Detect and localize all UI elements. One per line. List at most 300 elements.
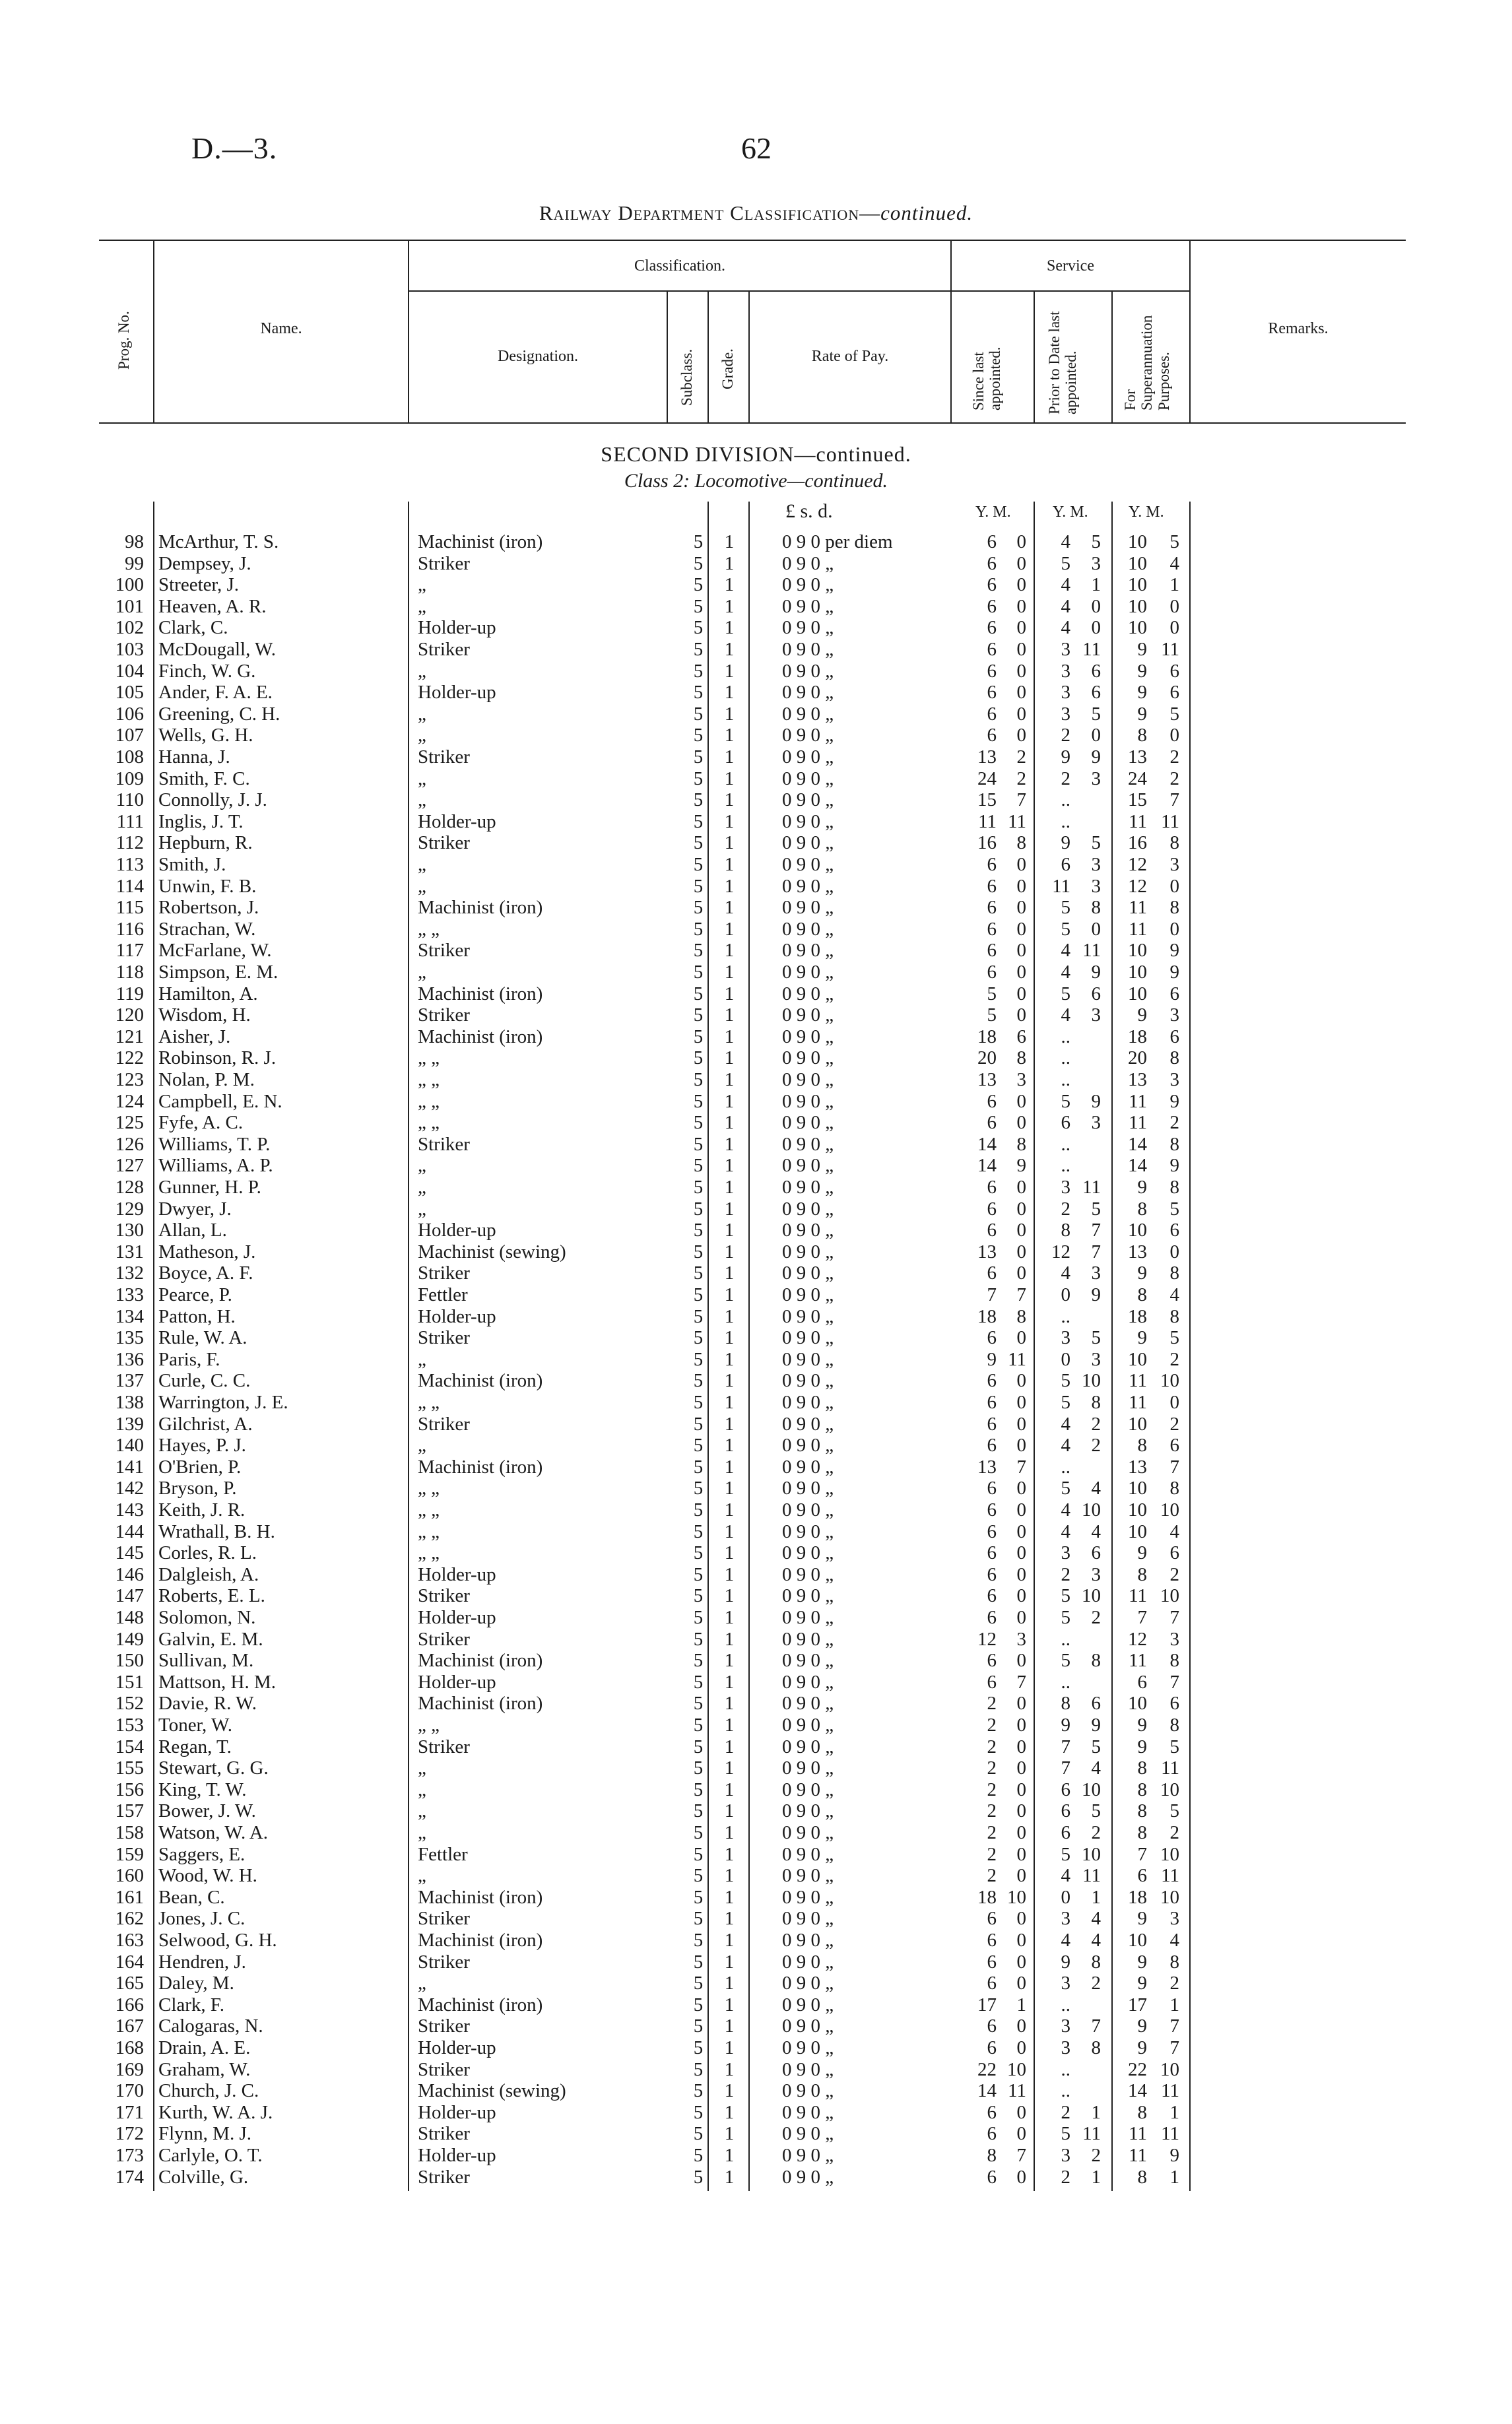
col-rule-7 bbox=[1034, 290, 1035, 424]
super-months-cell: 5 bbox=[1169, 531, 1179, 552]
designation-cell: Striker bbox=[418, 940, 470, 962]
prior-months-cell: 1 bbox=[1091, 2166, 1101, 2188]
prog-no-cell: 169 bbox=[115, 2058, 144, 2080]
designation-cell: „ „ bbox=[418, 1542, 440, 1564]
name-cell: Roberts, E. L. bbox=[158, 1585, 265, 1607]
grade-cell: 1 bbox=[724, 552, 735, 574]
super-months-cell: 9 bbox=[1169, 962, 1179, 983]
prior-years-cell: 6 bbox=[1061, 854, 1070, 875]
prior-months-cell: 4 bbox=[1091, 1908, 1101, 1930]
prior-years-cell: 3 bbox=[1061, 1542, 1070, 1564]
table-row bbox=[0, 1973, 1512, 1994]
prior-years-cell: 4 bbox=[1061, 617, 1070, 639]
prior-years-cell: 2 bbox=[1061, 1563, 1070, 1585]
subclass-cell: 5 bbox=[693, 940, 704, 962]
since-months-cell: 0 bbox=[1016, 1327, 1026, 1349]
super-months-cell: 6 bbox=[1169, 983, 1179, 1004]
designation-cell: Striker bbox=[418, 1908, 470, 1930]
super-months-cell: 10 bbox=[1160, 1843, 1179, 1865]
super-months-cell: 0 bbox=[1169, 595, 1179, 617]
since-months-cell: 0 bbox=[1016, 531, 1026, 552]
since-months-cell: 0 bbox=[1016, 2123, 1026, 2145]
designation-cell: Striker bbox=[418, 746, 470, 768]
super-months-cell: 5 bbox=[1169, 1198, 1179, 1220]
table-row bbox=[0, 897, 1512, 919]
table-row bbox=[0, 1629, 1512, 1651]
prior-months-cell: 8 bbox=[1091, 1650, 1101, 1672]
super-months-cell: 3 bbox=[1169, 1628, 1179, 1650]
super-months-cell: 7 bbox=[1169, 1671, 1179, 1693]
super-years-cell: 9 bbox=[1137, 1327, 1147, 1349]
prog-no-cell: 153 bbox=[115, 1715, 144, 1736]
since-years-cell: 6 bbox=[987, 962, 997, 983]
prior-months-cell: 9 bbox=[1091, 1090, 1101, 1112]
prog-no-cell: 156 bbox=[115, 1779, 144, 1800]
since-years-cell: 6 bbox=[987, 1585, 997, 1607]
prior-months-cell: 3 bbox=[1091, 1262, 1101, 1284]
since-years-cell: 6 bbox=[987, 1262, 997, 1284]
since-months-cell: 0 bbox=[1016, 1973, 1026, 1994]
grade-cell: 1 bbox=[724, 1994, 735, 2015]
designation-cell: Holder-up bbox=[418, 1671, 496, 1693]
prior-months-cell: 11 bbox=[1082, 1177, 1101, 1198]
prior-years-cell: 5 bbox=[1061, 2123, 1070, 2145]
super-months-cell: 8 bbox=[1169, 1305, 1179, 1327]
table-row bbox=[0, 1865, 1512, 1887]
prior-years-cell: 4 bbox=[1061, 1413, 1070, 1435]
table-row bbox=[0, 1779, 1512, 1801]
since-years-cell: 13 bbox=[977, 746, 997, 768]
header-prior-to-date-text: Prior to Date last appointed. bbox=[1046, 311, 1080, 414]
prior-years-cell: .. bbox=[1061, 1069, 1070, 1090]
prior-months-cell: 0 bbox=[1091, 617, 1101, 639]
table-row bbox=[0, 725, 1512, 746]
table-row bbox=[0, 768, 1512, 790]
name-cell: Hayes, P. J. bbox=[158, 1435, 246, 1457]
designation-cell: „ bbox=[418, 595, 426, 617]
rate-of-pay-cell: 0 9 0 „ bbox=[782, 2058, 834, 2080]
designation-cell: „ bbox=[418, 789, 426, 811]
grade-cell: 1 bbox=[724, 1413, 735, 1435]
prog-no-cell: 127 bbox=[115, 1155, 144, 1177]
prior-months-cell: 4 bbox=[1091, 1757, 1101, 1779]
prior-years-cell: 5 bbox=[1061, 897, 1070, 919]
since-years-cell: 6 bbox=[987, 918, 997, 940]
name-cell: Graham, W. bbox=[158, 2058, 251, 2080]
since-years-cell: 6 bbox=[987, 2101, 997, 2123]
rate-of-pay-cell: 0 9 0 „ bbox=[782, 1327, 834, 1349]
header-superannuation-text: For Superannuation Purposes. bbox=[1122, 315, 1172, 410]
super-years-cell: 9 bbox=[1137, 1908, 1147, 1930]
grade-cell: 1 bbox=[724, 789, 735, 811]
since-years-cell: 6 bbox=[987, 2123, 997, 2145]
super-years-cell: 6 bbox=[1137, 1865, 1147, 1887]
super-months-cell: 4 bbox=[1169, 1284, 1179, 1305]
prior-years-cell: 5 bbox=[1061, 918, 1070, 940]
grade-cell: 1 bbox=[724, 1715, 735, 1736]
since-years-cell: 6 bbox=[987, 1930, 997, 1951]
prior-years-cell: 4 bbox=[1061, 1435, 1070, 1457]
table-row bbox=[0, 2059, 1512, 2081]
prior-years-cell: 2 bbox=[1061, 768, 1070, 789]
subclass-cell: 5 bbox=[693, 1026, 704, 1047]
prior-months-cell: 5 bbox=[1091, 832, 1101, 854]
prior-months-cell: 5 bbox=[1091, 531, 1101, 552]
prog-no-cell: 101 bbox=[115, 595, 144, 617]
since-months-cell: 7 bbox=[1016, 2145, 1026, 2166]
since-months-cell: 1 bbox=[1016, 1994, 1026, 2015]
designation-cell: Holder-up bbox=[418, 1563, 496, 1585]
super-months-cell: 7 bbox=[1169, 2015, 1179, 2037]
prior-months-cell: 8 bbox=[1091, 1392, 1101, 1413]
table-row bbox=[0, 789, 1512, 811]
prior-months-cell: 5 bbox=[1091, 1198, 1101, 1220]
subclass-cell: 5 bbox=[693, 1478, 704, 1499]
prior-months-cell: 4 bbox=[1091, 1930, 1101, 1951]
name-cell: Hamilton, A. bbox=[158, 983, 258, 1004]
name-cell: Keith, J. R. bbox=[158, 1499, 246, 1521]
table-row bbox=[0, 1392, 1512, 1414]
subclass-cell: 5 bbox=[693, 682, 704, 704]
prog-no-cell: 128 bbox=[115, 1177, 144, 1198]
table-row bbox=[0, 811, 1512, 833]
super-years-cell: 10 bbox=[1128, 1220, 1147, 1241]
since-months-cell: 0 bbox=[1016, 1521, 1026, 1542]
table-row bbox=[0, 1478, 1512, 1499]
prog-no-cell: 138 bbox=[115, 1392, 144, 1413]
subclass-cell: 5 bbox=[693, 918, 704, 940]
since-months-cell: 0 bbox=[1016, 1822, 1026, 1843]
prior-years-cell: 8 bbox=[1061, 1220, 1070, 1241]
name-cell: O'Brien, P. bbox=[158, 1456, 242, 1478]
designation-cell: Machinist (iron) bbox=[418, 1650, 543, 1672]
since-years-cell: 13 bbox=[977, 1456, 997, 1478]
designation-cell: „ „ bbox=[418, 1499, 440, 1521]
subclass-cell: 5 bbox=[693, 1370, 704, 1392]
since-months-cell: 0 bbox=[1016, 639, 1026, 660]
subclass-cell: 5 bbox=[693, 1607, 704, 1628]
super-years-cell: 10 bbox=[1128, 1348, 1147, 1370]
prior-years-cell: .. bbox=[1061, 1456, 1070, 1478]
designation-cell: „ bbox=[418, 1800, 426, 1822]
prior-units: Y. M. bbox=[1053, 504, 1088, 521]
grade-cell: 1 bbox=[724, 1865, 735, 1887]
designation-cell: Striker bbox=[418, 2015, 470, 2037]
designation-cell: „ bbox=[418, 703, 426, 725]
subclass-cell: 5 bbox=[693, 617, 704, 639]
super-years-cell: 9 bbox=[1137, 703, 1147, 725]
subclass-cell: 5 bbox=[693, 1843, 704, 1865]
prior-years-cell: 5 bbox=[1061, 1090, 1070, 1112]
since-months-cell: 0 bbox=[1016, 1930, 1026, 1951]
super-years-cell: 12 bbox=[1128, 875, 1147, 897]
name-cell: Kurth, W. A. J. bbox=[158, 2101, 273, 2123]
super-months-cell: 11 bbox=[1161, 810, 1179, 832]
prior-months-cell: 3 bbox=[1091, 1004, 1101, 1026]
prog-no-cell: 112 bbox=[115, 832, 144, 854]
grade-cell: 1 bbox=[724, 1348, 735, 1370]
super-months-cell: 4 bbox=[1169, 552, 1179, 574]
prior-months-cell: 1 bbox=[1091, 574, 1101, 596]
super-years-cell: 8 bbox=[1137, 1822, 1147, 1843]
prior-months-cell: 3 bbox=[1091, 768, 1101, 789]
prog-no-cell: 149 bbox=[115, 1628, 144, 1650]
prior-months-cell: 10 bbox=[1082, 1585, 1101, 1607]
rate-of-pay-cell: 0 9 0 „ bbox=[782, 1348, 834, 1370]
name-cell: McFarlane, W. bbox=[158, 940, 272, 962]
super-months-cell: 3 bbox=[1169, 1069, 1179, 1090]
name-cell: Warrington, J. E. bbox=[158, 1392, 288, 1413]
table-row bbox=[0, 1327, 1512, 1349]
table-row bbox=[0, 1004, 1512, 1026]
designation-cell: Holder-up bbox=[418, 2101, 496, 2123]
rate-of-pay-cell: 0 9 0 „ bbox=[782, 1650, 834, 1672]
prog-no-cell: 170 bbox=[115, 2080, 144, 2102]
prior-years-cell: 8 bbox=[1061, 1693, 1070, 1715]
header-name: Name. bbox=[260, 320, 302, 337]
name-cell: Wisdom, H. bbox=[158, 1004, 251, 1026]
prior-years-cell: 12 bbox=[1051, 1241, 1070, 1262]
super-months-cell: 1 bbox=[1169, 574, 1179, 596]
super-months-cell: 1 bbox=[1169, 2101, 1179, 2123]
header-subclass: Subclass. bbox=[678, 348, 695, 406]
subclass-cell: 5 bbox=[693, 897, 704, 919]
since-years-cell: 6 bbox=[987, 574, 997, 596]
prog-no-cell: 143 bbox=[115, 1499, 144, 1521]
grade-cell: 1 bbox=[724, 2123, 735, 2145]
col-rule-4 bbox=[707, 290, 709, 424]
prior-months-cell: 5 bbox=[1091, 1800, 1101, 1822]
super-years-cell: 11 bbox=[1129, 1370, 1147, 1392]
name-cell: Smith, J. bbox=[158, 854, 226, 875]
prior-years-cell: 3 bbox=[1061, 639, 1070, 660]
since-years-cell: 6 bbox=[987, 1973, 997, 1994]
prior-months-cell: 4 bbox=[1091, 1478, 1101, 1499]
prior-months-cell: 3 bbox=[1091, 552, 1101, 574]
table-row bbox=[0, 1822, 1512, 1844]
super-years-cell: 11 bbox=[1129, 1650, 1147, 1672]
name-cell: Wood, W. H. bbox=[158, 1865, 257, 1887]
since-months-cell: 2 bbox=[1016, 746, 1026, 768]
super-years-cell: 14 bbox=[1128, 1133, 1147, 1155]
name-cell: Hepburn, R. bbox=[158, 832, 253, 854]
prog-no-cell: 117 bbox=[115, 940, 144, 962]
super-months-cell: 10 bbox=[1160, 1370, 1179, 1392]
super-months-cell: 0 bbox=[1169, 725, 1179, 746]
super-months-cell: 2 bbox=[1169, 1563, 1179, 1585]
since-months-cell: 0 bbox=[1016, 1370, 1026, 1392]
since-months-cell: 0 bbox=[1016, 940, 1026, 962]
prior-months-cell: 10 bbox=[1082, 1499, 1101, 1521]
prog-no-cell: 124 bbox=[115, 1090, 144, 1112]
table-row bbox=[0, 1887, 1512, 1909]
rate-of-pay-cell: 0 9 0 „ bbox=[782, 703, 834, 725]
name-cell: Gunner, H. P. bbox=[158, 1177, 261, 1198]
name-cell: Williams, T. P. bbox=[158, 1133, 271, 1155]
header-prog-no: Prog. No. bbox=[115, 311, 132, 370]
super-years-cell: 10 bbox=[1128, 531, 1147, 552]
name-cell: Patton, H. bbox=[158, 1305, 236, 1327]
name-cell: Greening, C. H. bbox=[158, 703, 280, 725]
grade-cell: 1 bbox=[724, 1155, 735, 1177]
subclass-cell: 5 bbox=[693, 1715, 704, 1736]
since-years-cell: 6 bbox=[987, 940, 997, 962]
grade-cell: 1 bbox=[724, 768, 735, 789]
grade-cell: 1 bbox=[724, 1262, 735, 1284]
grade-cell: 1 bbox=[724, 1521, 735, 1542]
since-years-cell: 6 bbox=[987, 639, 997, 660]
grade-cell: 1 bbox=[724, 1908, 735, 1930]
super-years-cell: 16 bbox=[1128, 832, 1147, 854]
subclass-cell: 5 bbox=[693, 2037, 704, 2058]
since-months-cell: 0 bbox=[1016, 552, 1026, 574]
grade-cell: 1 bbox=[724, 703, 735, 725]
super-months-cell: 7 bbox=[1169, 2037, 1179, 2058]
name-cell: Aisher, J. bbox=[158, 1026, 231, 1047]
rate-of-pay-cell: 0 9 0 „ bbox=[782, 1370, 834, 1392]
name-cell: Unwin, F. B. bbox=[158, 875, 257, 897]
name-cell: Curle, C. C. bbox=[158, 1370, 251, 1392]
class-heading: Class 2: Locomotive—continued. bbox=[624, 470, 888, 492]
since-months-cell: 0 bbox=[1016, 1241, 1026, 1262]
grade-cell: 1 bbox=[724, 1930, 735, 1951]
prior-years-cell: 5 bbox=[1061, 1392, 1070, 1413]
table-row bbox=[0, 1435, 1512, 1457]
prior-months-cell: 10 bbox=[1082, 1370, 1101, 1392]
table-row bbox=[0, 1951, 1512, 1973]
table-row bbox=[0, 2037, 1512, 2059]
since-months-cell: 0 bbox=[1016, 962, 1026, 983]
page-number: 62 bbox=[741, 131, 772, 165]
prior-years-cell: 4 bbox=[1061, 962, 1070, 983]
name-cell: Matheson, J. bbox=[158, 1241, 256, 1262]
grade-cell: 1 bbox=[724, 1607, 735, 1628]
super-years-cell: 10 bbox=[1128, 1930, 1147, 1951]
table-row bbox=[0, 1650, 1512, 1672]
since-months-cell: 0 bbox=[1016, 1736, 1026, 1757]
super-years-cell: 8 bbox=[1137, 1435, 1147, 1457]
since-years-cell: 6 bbox=[987, 1198, 997, 1220]
since-years-cell: 6 bbox=[987, 531, 997, 552]
rate-of-pay-cell: 0 9 0 „ bbox=[782, 1155, 834, 1177]
super-months-cell: 5 bbox=[1169, 1736, 1179, 1757]
prior-months-cell: 10 bbox=[1082, 1843, 1101, 1865]
grade-cell: 1 bbox=[724, 1585, 735, 1607]
name-cell: Selwood, G. H. bbox=[158, 1930, 277, 1951]
designation-cell: Machinist (iron) bbox=[418, 1994, 543, 2015]
super-months-cell: 8 bbox=[1169, 832, 1179, 854]
prog-no-cell: 114 bbox=[115, 875, 144, 897]
prior-years-cell: 4 bbox=[1061, 1865, 1070, 1887]
name-cell: Colville, G. bbox=[158, 2166, 249, 2188]
designation-cell: Holder-up bbox=[418, 2145, 496, 2166]
designation-cell: Striker bbox=[418, 2123, 470, 2145]
prior-years-cell: 6 bbox=[1061, 1800, 1070, 1822]
designation-cell: Striker bbox=[418, 1585, 470, 1607]
grade-cell: 1 bbox=[724, 2037, 735, 2058]
since-years-cell: 13 bbox=[977, 1241, 997, 1262]
table-row bbox=[0, 876, 1512, 898]
prior-years-cell: .. bbox=[1061, 2058, 1070, 2080]
since-years-cell: 2 bbox=[987, 1736, 997, 1757]
subclass-cell: 5 bbox=[693, 1736, 704, 1757]
subclass-cell: 5 bbox=[693, 1112, 704, 1134]
super-months-cell: 10 bbox=[1160, 1779, 1179, 1800]
rate-of-pay-cell: 0 9 0 „ bbox=[782, 574, 834, 596]
rate-of-pay-cell: 0 9 0 „ bbox=[782, 1435, 834, 1457]
grade-cell: 1 bbox=[724, 1800, 735, 1822]
prior-months-cell: 11 bbox=[1082, 940, 1101, 962]
subclass-cell: 5 bbox=[693, 1133, 704, 1155]
prior-years-cell: 7 bbox=[1061, 1736, 1070, 1757]
name-cell: Boyce, A. F. bbox=[158, 1262, 253, 1284]
rate-of-pay-cell: 0 9 0 „ bbox=[782, 1133, 834, 1155]
subclass-cell: 5 bbox=[693, 1004, 704, 1026]
since-months-cell: 0 bbox=[1016, 1392, 1026, 1413]
table-row bbox=[0, 1757, 1512, 1779]
name-cell: Saggers, E. bbox=[158, 1843, 246, 1865]
prior-years-cell: .. bbox=[1061, 1305, 1070, 1327]
prog-no-cell: 151 bbox=[115, 1671, 144, 1693]
col-rule-3 bbox=[667, 290, 668, 424]
super-months-cell: 8 bbox=[1169, 1951, 1179, 1973]
grade-cell: 1 bbox=[724, 1973, 735, 1994]
super-years-cell: 8 bbox=[1137, 2101, 1147, 2123]
name-cell: King, T. W. bbox=[158, 1779, 247, 1800]
rate-of-pay-cell: 0 9 0 „ bbox=[782, 832, 834, 854]
prior-months-cell: 0 bbox=[1091, 595, 1101, 617]
prog-no-cell: 155 bbox=[115, 1757, 144, 1779]
since-years-cell: 6 bbox=[987, 1392, 997, 1413]
rate-of-pay-cell: 0 9 0 „ bbox=[782, 725, 834, 746]
subclass-cell: 5 bbox=[693, 1327, 704, 1349]
name-cell: Church, J. C. bbox=[158, 2080, 259, 2102]
super-months-cell: 6 bbox=[1169, 682, 1179, 704]
rate-of-pay-cell: 0 9 0 „ bbox=[782, 1198, 834, 1220]
since-years-cell: 14 bbox=[977, 2080, 997, 2102]
table-row bbox=[0, 617, 1512, 639]
designation-cell: „ „ bbox=[418, 1715, 440, 1736]
rate-of-pay-cell: 0 9 0 „ bbox=[782, 1886, 834, 1908]
name-cell: Jones, J. C. bbox=[158, 1908, 246, 1930]
prior-years-cell: .. bbox=[1061, 1671, 1070, 1693]
prog-no-cell: 103 bbox=[115, 639, 144, 660]
since-years-cell: 6 bbox=[987, 617, 997, 639]
table-row bbox=[0, 1930, 1512, 1951]
prog-no-cell: 154 bbox=[115, 1736, 144, 1757]
grade-cell: 1 bbox=[724, 1004, 735, 1026]
prog-no-cell: 164 bbox=[115, 1951, 144, 1973]
super-months-cell: 8 bbox=[1169, 1650, 1179, 1672]
prior-years-cell: 3 bbox=[1061, 682, 1070, 704]
super-years-cell: 9 bbox=[1137, 1736, 1147, 1757]
table-row bbox=[0, 682, 1512, 704]
name-cell: Finch, W. G. bbox=[158, 660, 256, 682]
since-months-cell: 8 bbox=[1016, 1047, 1026, 1069]
since-years-cell: 6 bbox=[987, 682, 997, 704]
since-years-cell: 18 bbox=[977, 1026, 997, 1047]
prog-no-cell: 126 bbox=[115, 1133, 144, 1155]
designation-cell: Fettler bbox=[418, 1284, 468, 1305]
since-months-cell: 3 bbox=[1016, 1628, 1026, 1650]
title-dash: — bbox=[859, 201, 881, 224]
subclass-cell: 5 bbox=[693, 875, 704, 897]
designation-cell: Machinist (iron) bbox=[418, 1930, 543, 1951]
designation-cell: Holder-up bbox=[418, 1607, 496, 1628]
prior-years-cell: 4 bbox=[1061, 1930, 1070, 1951]
prior-years-cell: .. bbox=[1061, 1133, 1070, 1155]
prior-months-cell: 2 bbox=[1091, 1822, 1101, 1843]
